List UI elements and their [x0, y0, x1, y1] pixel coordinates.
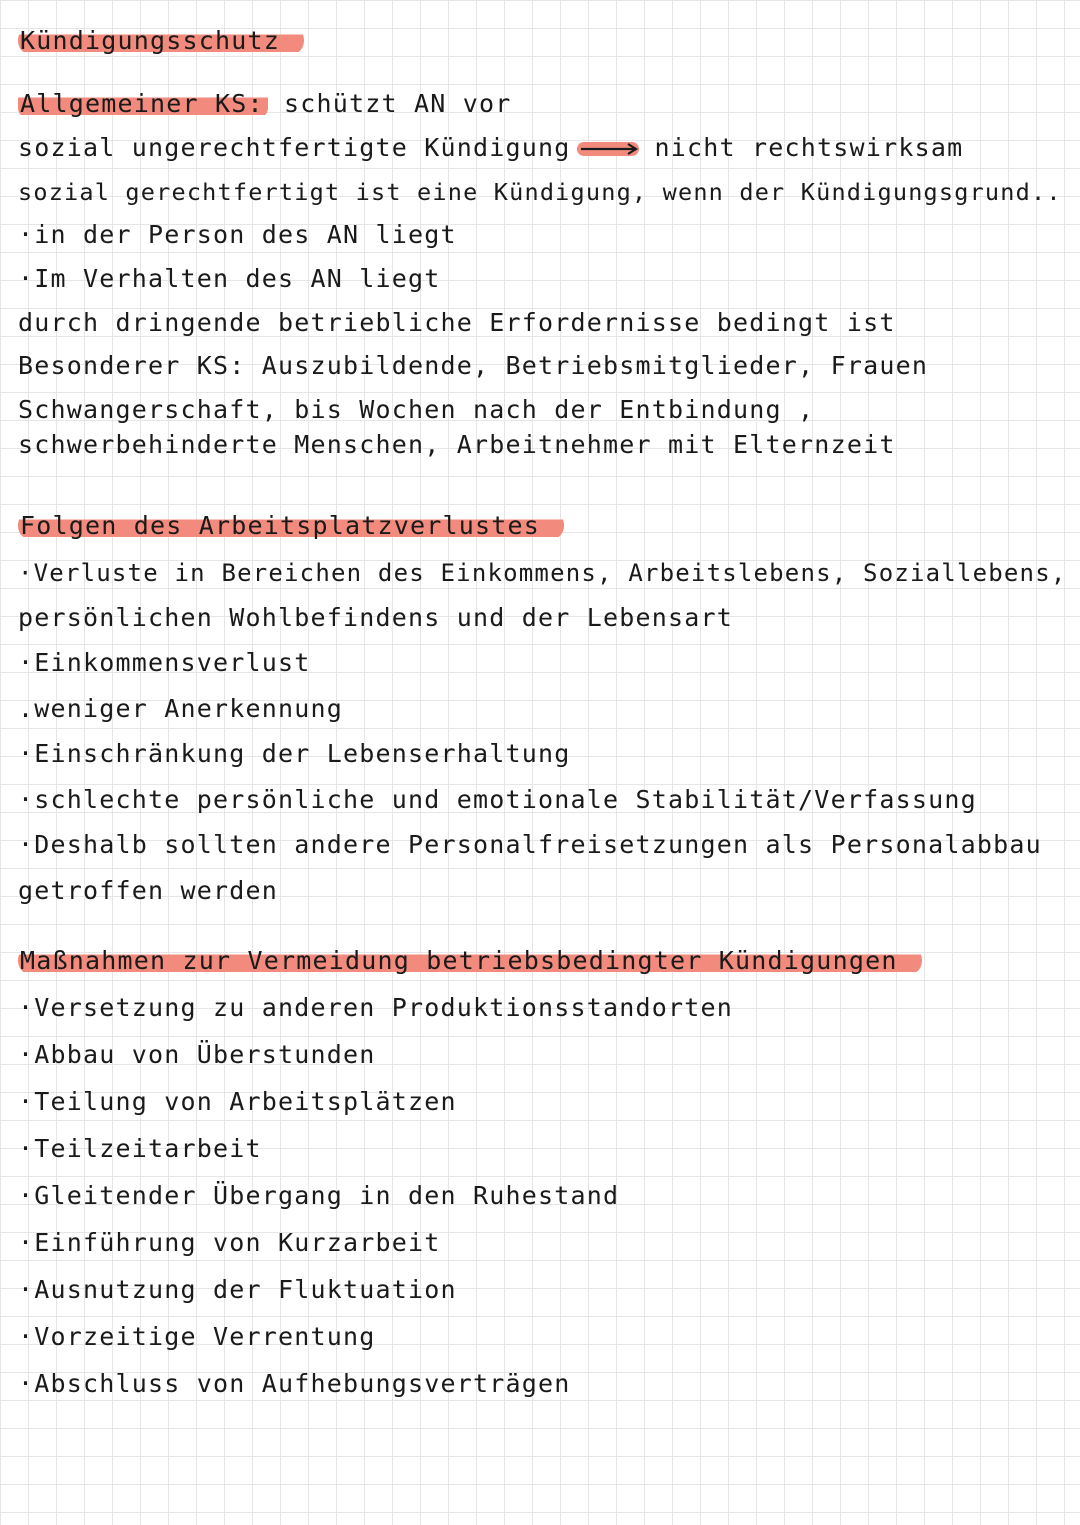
allgemeiner-ks-line [18, 88, 512, 120]
list-item: ·Versetzung zu anderen Produktionsstandorten [18, 993, 734, 1022]
line-gerechtfertigt: sozial gerechtfertigt ist eine Kündigung, wenn der Kündigungsgrund.. [18, 178, 1062, 206]
line-besonderer-ks: Besonderer KS: Auszubildende, Betriebsmitglieder, Frauen [18, 351, 929, 380]
line-ungerechtfertigt-left: sozial ungerechtfertigte Kündigung [18, 133, 571, 162]
section-kuendigungsschutz-title [18, 25, 304, 57]
allgemeiner-ks-label: Allgemeiner KS: [18, 89, 268, 118]
line-betrieblich: durch dringende betriebliche Erfordernisse bedingt ist [18, 308, 896, 337]
section-folgen-title [18, 510, 564, 542]
list-item: ·Teilung von Arbeitsplätzen [18, 1087, 457, 1116]
list-item: ·Teilzeitarbeit [18, 1134, 262, 1163]
arrow-right-icon [575, 138, 645, 160]
list-item: ·Einkommensverlust [18, 648, 311, 677]
list-item: ·Einschränkung der Lebenserhaltung [18, 739, 571, 768]
line-verhalten: ·Im Verhalten des AN liegt [18, 264, 441, 293]
title-highlight: Folgen des Arbeitsplatzverlustes [18, 511, 564, 540]
list-item: ·Abschluss von Aufhebungsverträgen [18, 1369, 571, 1398]
allgemeiner-ks-rest: schützt AN vor [267, 89, 512, 118]
list-item: ·Verluste in Bereichen des Einkommens, Arbeitslebens, Soziallebens, [18, 559, 1067, 587]
title-highlight: Maßnahmen zur Vermeidung betriebsbedingter Kündigungen [18, 946, 922, 975]
list-item: ·schlechte persönliche und emotionale Stabilität/Verfassung [18, 785, 977, 814]
list-item: ·Vorzeitige Verrentung [18, 1322, 376, 1351]
line-person: ·in der Person des AN liegt [18, 220, 457, 249]
title-highlight: Kündigungsschutz [18, 26, 304, 55]
list-item: ·Einführung von Kurzarbeit [18, 1228, 441, 1257]
list-item: ·Deshalb sollten andere Personalfreisetzungen als Personalabbau [18, 830, 1042, 859]
line-ungerechtfertigt-right: nicht rechtswirksam [654, 133, 964, 162]
list-item: ·Ausnutzung der Fluktuation [18, 1275, 457, 1304]
list-item: persönlichen Wohlbefindens und der Lebensart [18, 603, 734, 632]
line-schwerbehindert: schwerbehinderte Menschen, Arbeitnehmer mit Elternzeit [18, 430, 896, 459]
section-massnahmen-title [18, 945, 922, 977]
line-schwangerschaft: Schwangerschaft, bis Wochen nach der Entbindung , [18, 395, 815, 424]
list-item: ·Abbau von Überstunden [18, 1040, 376, 1069]
list-item: getroffen werden [18, 876, 279, 905]
list-item: .weniger Anerkennung [18, 694, 344, 723]
line-ungerechtfertigt [18, 132, 963, 164]
list-item: ·Gleitender Übergang in den Ruhestand [18, 1181, 620, 1210]
